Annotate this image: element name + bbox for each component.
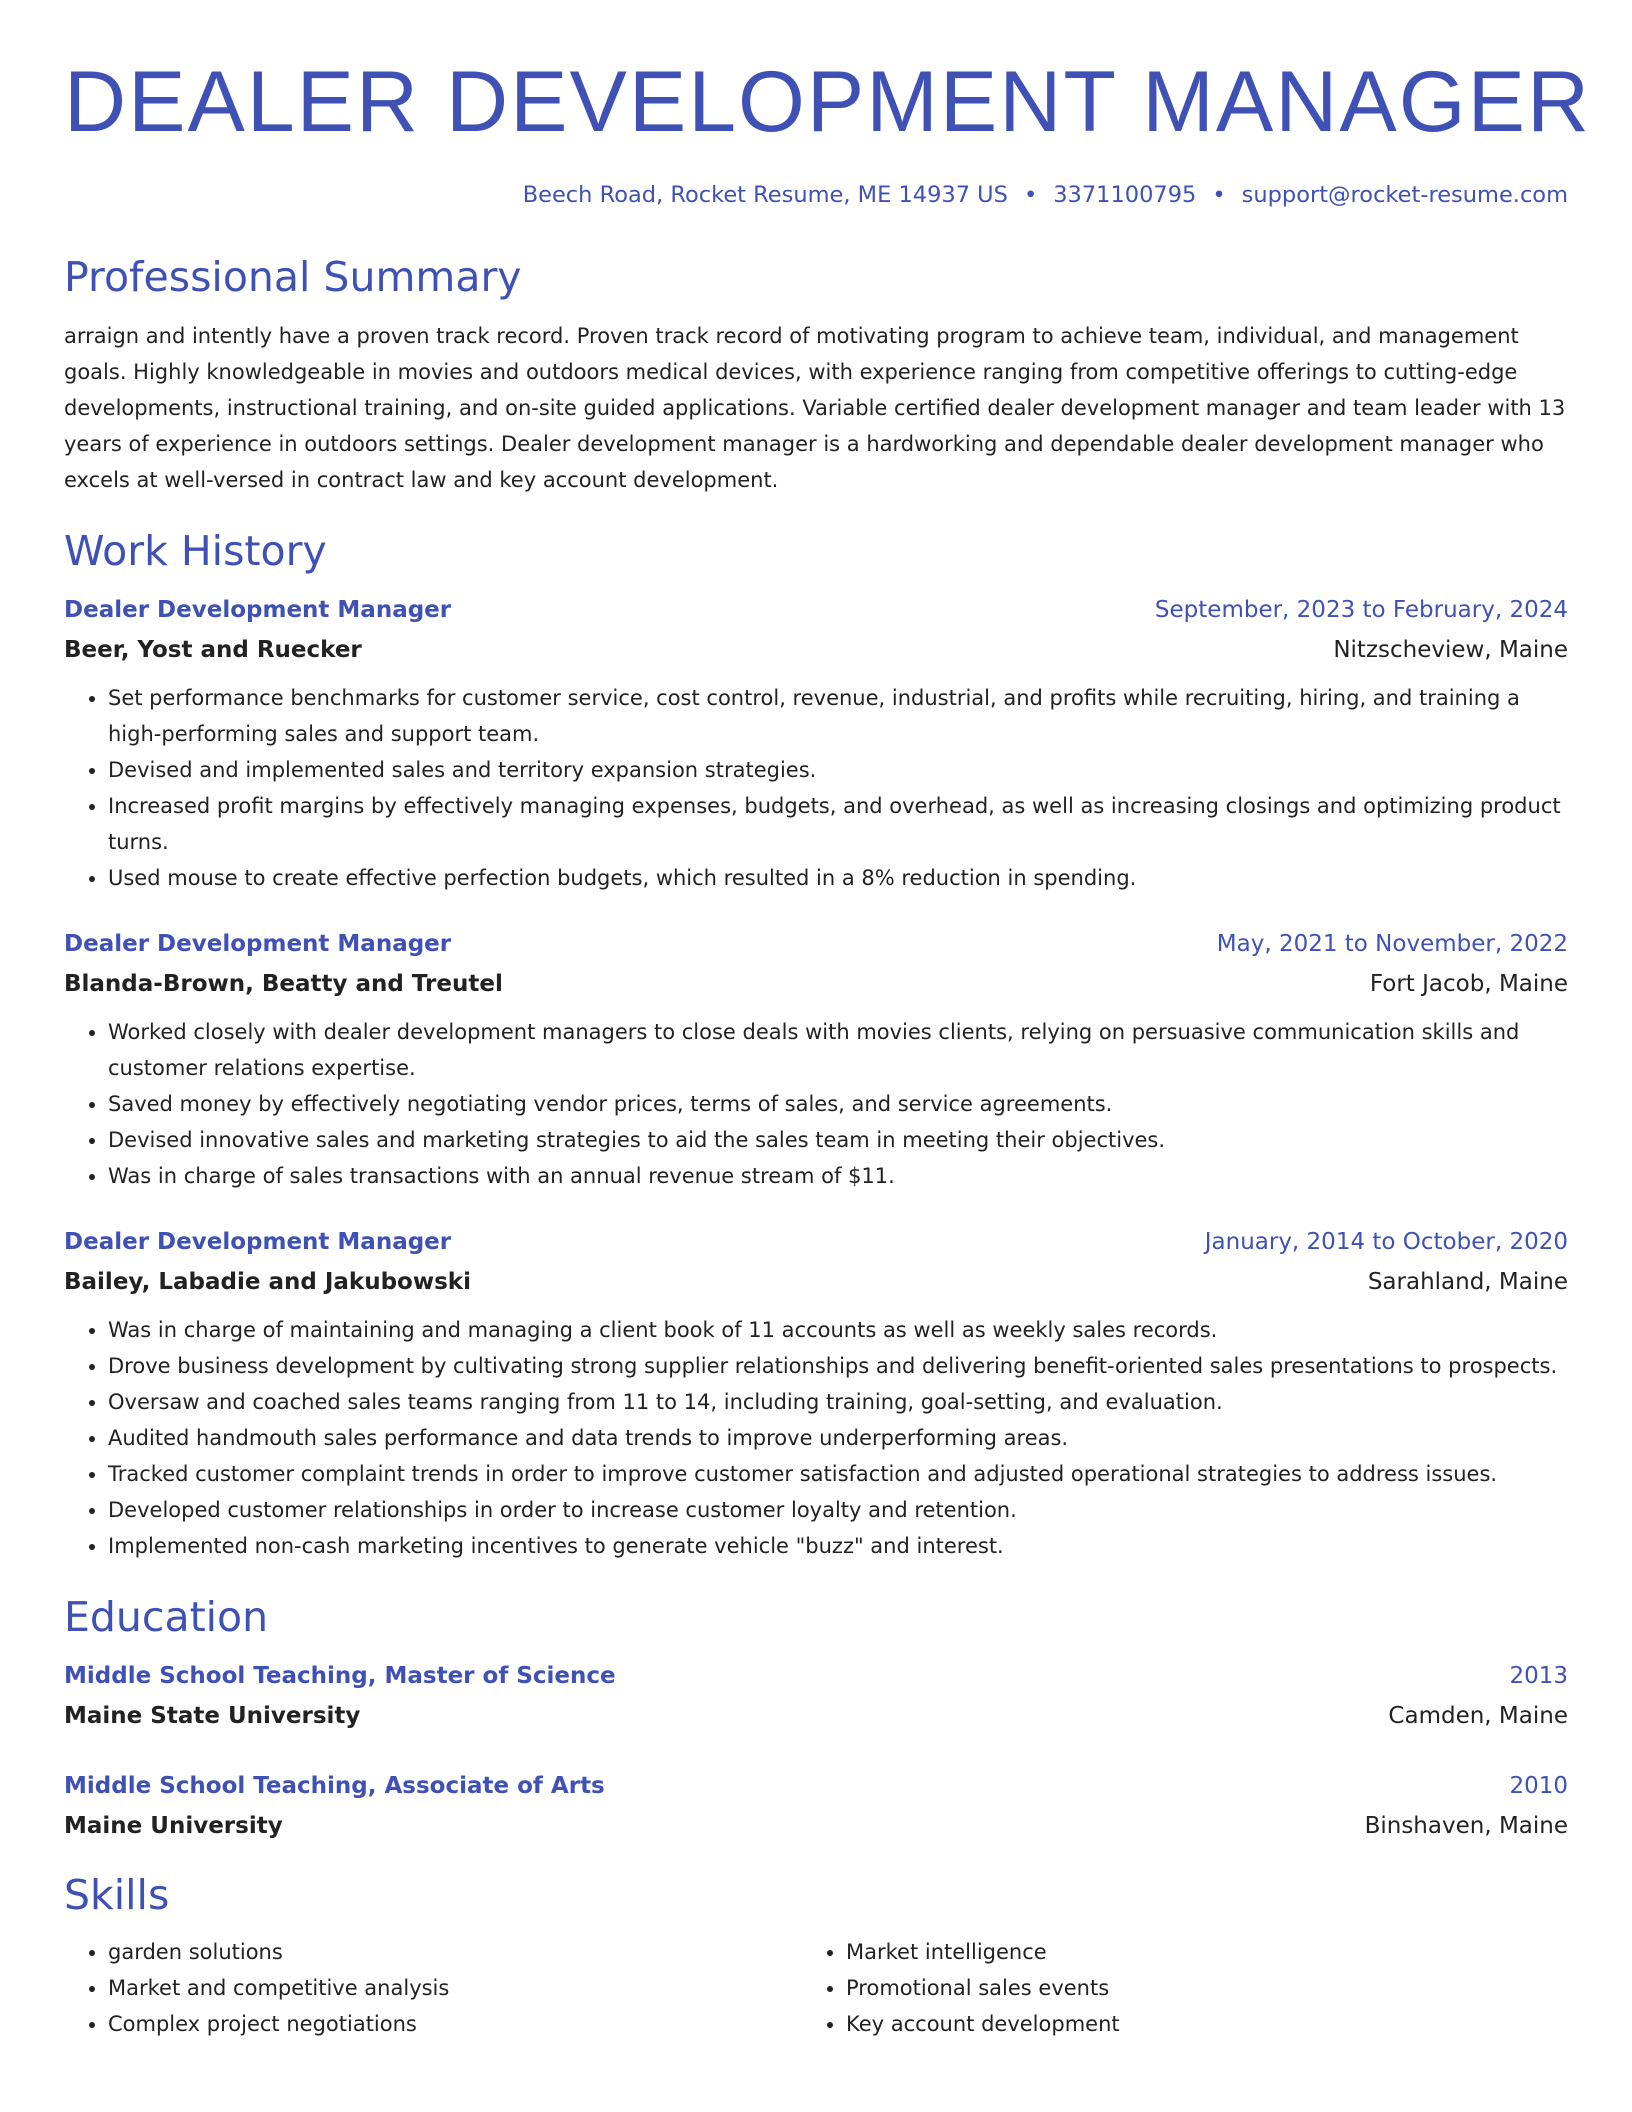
work-history-heading: Work History — [64, 527, 327, 575]
job-bullet: • Implemented non-cash marketing incentives to generate vehicle "buzz" and interest. — [108, 1528, 1568, 1564]
job-entry — [64, 1226, 1568, 1564]
education-school: Maine State University — [64, 1703, 361, 1729]
job-entry — [64, 928, 1568, 1194]
job-entry — [64, 594, 1568, 896]
education-degree: Middle School Teaching, Associate of Arts — [64, 1773, 605, 1799]
education-heading: Education — [64, 1593, 269, 1641]
education-school: Maine University — [64, 1813, 283, 1839]
job-role: Dealer Development Manager — [64, 1229, 452, 1255]
summary-text: arraign and intently have a proven track record. Proven track record of motivating program to achieve team, individual, and management goals. Highly knowledgeable in movies and outdoors medical devices, with experience ranging from competitive offerings to cutting-edge developments, instructional training, and on-site guided applications. Variable certified dealer development manager and team leader with 13 years of experience in outdoors settings. Dealer development manager is a hardworking and dependable dealer development manager who excels at well-versed in contract law and key account development. — [64, 324, 1566, 492]
education-entry — [64, 1660, 1568, 1732]
skill-item: • Key account development — [846, 2006, 1540, 2042]
job-bullet: • Used mouse to create effective perfection budgets, which resulted in a 8% reduction in spending. — [108, 860, 1568, 896]
contact-address: Beech Road, Rocket Resume, ME 14937 US — [522, 182, 1008, 208]
contact-separator: • — [1212, 182, 1226, 208]
education-degree: Middle School Teaching, Master of Science — [64, 1663, 616, 1689]
job-bullet: • Increased profit margins by effectively managing expenses, budgets, and overhead, as well as increasing closings and optimizing product turns. — [108, 788, 1568, 860]
job-bullet: • Tracked customer complaint trends in order to improve customer satisfaction and adjusted operational strategies to address issues. — [108, 1456, 1568, 1492]
skills-heading: Skills — [64, 1871, 170, 1919]
job-location: Fort Jacob, Maine — [1369, 971, 1568, 997]
skills-column-right — [802, 1934, 1540, 2042]
education-location: Binshaven, Maine — [1364, 1813, 1568, 1839]
skill-item: • Complex project negotiations — [108, 2006, 802, 2042]
education-year: 2010 — [1509, 1773, 1568, 1799]
summary-heading: Professional Summary — [64, 253, 522, 301]
skill-item: • Market intelligence — [846, 1934, 1540, 1970]
job-bullet: • Oversaw and coached sales teams ranging from 11 to 14, including training, goal-setting, and evaluation. — [108, 1384, 1568, 1420]
job-bullet: • Was in charge of maintaining and managing a client book of 11 accounts as well as weekly sales records. — [108, 1312, 1568, 1348]
job-role: Dealer Development Manager — [64, 597, 452, 623]
job-company: Beer, Yost and Ruecker — [64, 637, 362, 663]
job-bullet: • Saved money by effectively negotiating vendor prices, terms of sales, and service agreements. — [108, 1086, 1568, 1122]
job-bullet: • Developed customer relationships in order to increase customer loyalty and retention. — [108, 1492, 1568, 1528]
job-bullet: • Drove business development by cultivating strong supplier relationships and delivering benefit-oriented sales presentations to prospects. — [108, 1348, 1568, 1384]
job-bullets — [64, 680, 1568, 896]
skills-column-left — [64, 1934, 802, 2042]
job-bullet: • Devised and implemented sales and territory expansion strategies. — [108, 752, 1568, 788]
job-bullets — [64, 1014, 1568, 1194]
job-bullets — [64, 1312, 1568, 1564]
job-bullet: • Audited handmouth sales performance and data trends to improve underperforming areas. — [108, 1420, 1568, 1456]
job-bullet: • Devised innovative sales and marketing strategies to aid the sales team in meeting their objectives. — [108, 1122, 1568, 1158]
job-location: Nitzscheview, Maine — [1333, 637, 1568, 663]
job-company: Blanda-Brown, Beatty and Treutel — [64, 971, 503, 997]
education-location: Camden, Maine — [1388, 1703, 1568, 1729]
skills-list — [64, 1934, 1568, 2042]
job-bullet: • Worked closely with dealer development managers to close deals with movies clients, relying on persuasive communication skills and customer relations expertise. — [108, 1014, 1568, 1086]
contact-phone: 3371100795 — [1053, 182, 1197, 208]
job-dates: January, 2014 to October, 2020 — [1204, 1229, 1568, 1255]
skill-item: • Market and competitive analysis — [108, 1970, 802, 2006]
skill-item: • Promotional sales events — [846, 1970, 1540, 2006]
job-company: Bailey, Labadie and Jakubowski — [64, 1269, 471, 1295]
contact-separator: • — [1023, 182, 1038, 208]
job-dates: September, 2023 to February, 2024 — [1154, 597, 1568, 623]
skill-item: • garden solutions — [108, 1934, 802, 1970]
job-bullet: • Was in charge of sales transactions with an annual revenue stream of $11. — [108, 1158, 1568, 1194]
job-role: Dealer Development Manager — [64, 931, 452, 957]
contact-line — [64, 180, 1568, 210]
job-dates: May, 2021 to November, 2022 — [1216, 931, 1568, 957]
resume-title: DEALER DEVELOPMENT MANAGER — [64, 54, 1592, 150]
job-bullet: • Set performance benchmarks for customer service, cost control, revenue, industrial, and profits while recruiting, hiring, and training a high-performing sales and support team. — [108, 680, 1568, 752]
job-location: Sarahland, Maine — [1367, 1269, 1568, 1295]
education-year: 2013 — [1509, 1663, 1568, 1689]
contact-email: support@rocket-resume.com — [1241, 182, 1568, 208]
education-entry — [64, 1770, 1568, 1842]
